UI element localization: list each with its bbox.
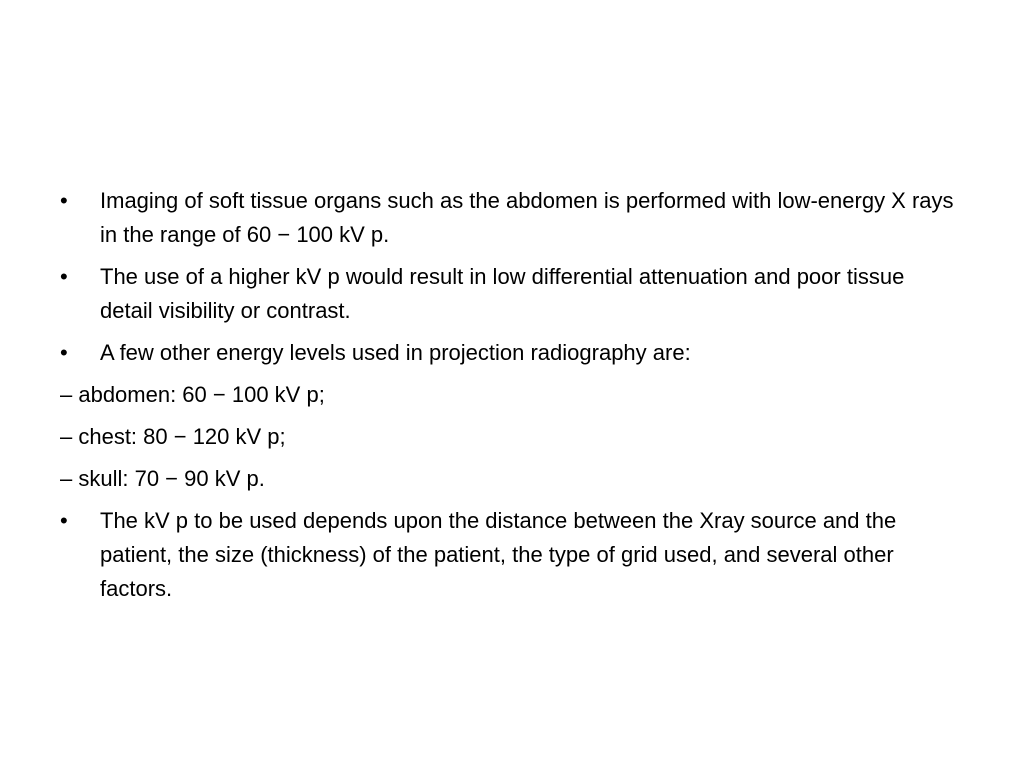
bullet-item-higher-kvp [60, 260, 960, 328]
sub-item-skull: – skull: 70 − 90 kV p. [60, 466, 265, 491]
bullet-text: The kV p to be used depends upon the distance between the Xray source and the patient, the size (thickness) of the patient, the type of grid used, and several other factors. [100, 508, 897, 601]
bullet-icon: • [60, 508, 68, 533]
bullet-icon: • [60, 264, 68, 289]
bullet-icon: • [60, 188, 68, 213]
slide-body [60, 184, 960, 614]
bullet-icon: • [60, 340, 68, 365]
bullet-item-kvp-factors [60, 504, 960, 606]
bullet-text: A few other energy levels used in projection radiography are: [100, 340, 691, 365]
sub-item-chest: – chest: 80 − 120 kV p; [60, 424, 286, 449]
bullet-item-energy-levels [60, 336, 960, 370]
sub-item-abdomen: – abdomen: 60 − 100 kV p; [60, 382, 325, 407]
bullet-item-soft-tissue [60, 184, 960, 252]
bullet-text: The use of a higher kV p would result in low differential attenuation and poor tissue detail visibility or contrast. [100, 264, 905, 323]
bullet-text: Imaging of soft tissue organs such as the abdomen is performed with low-energy X rays in the range of 60 − 100 kV p. [100, 188, 954, 247]
